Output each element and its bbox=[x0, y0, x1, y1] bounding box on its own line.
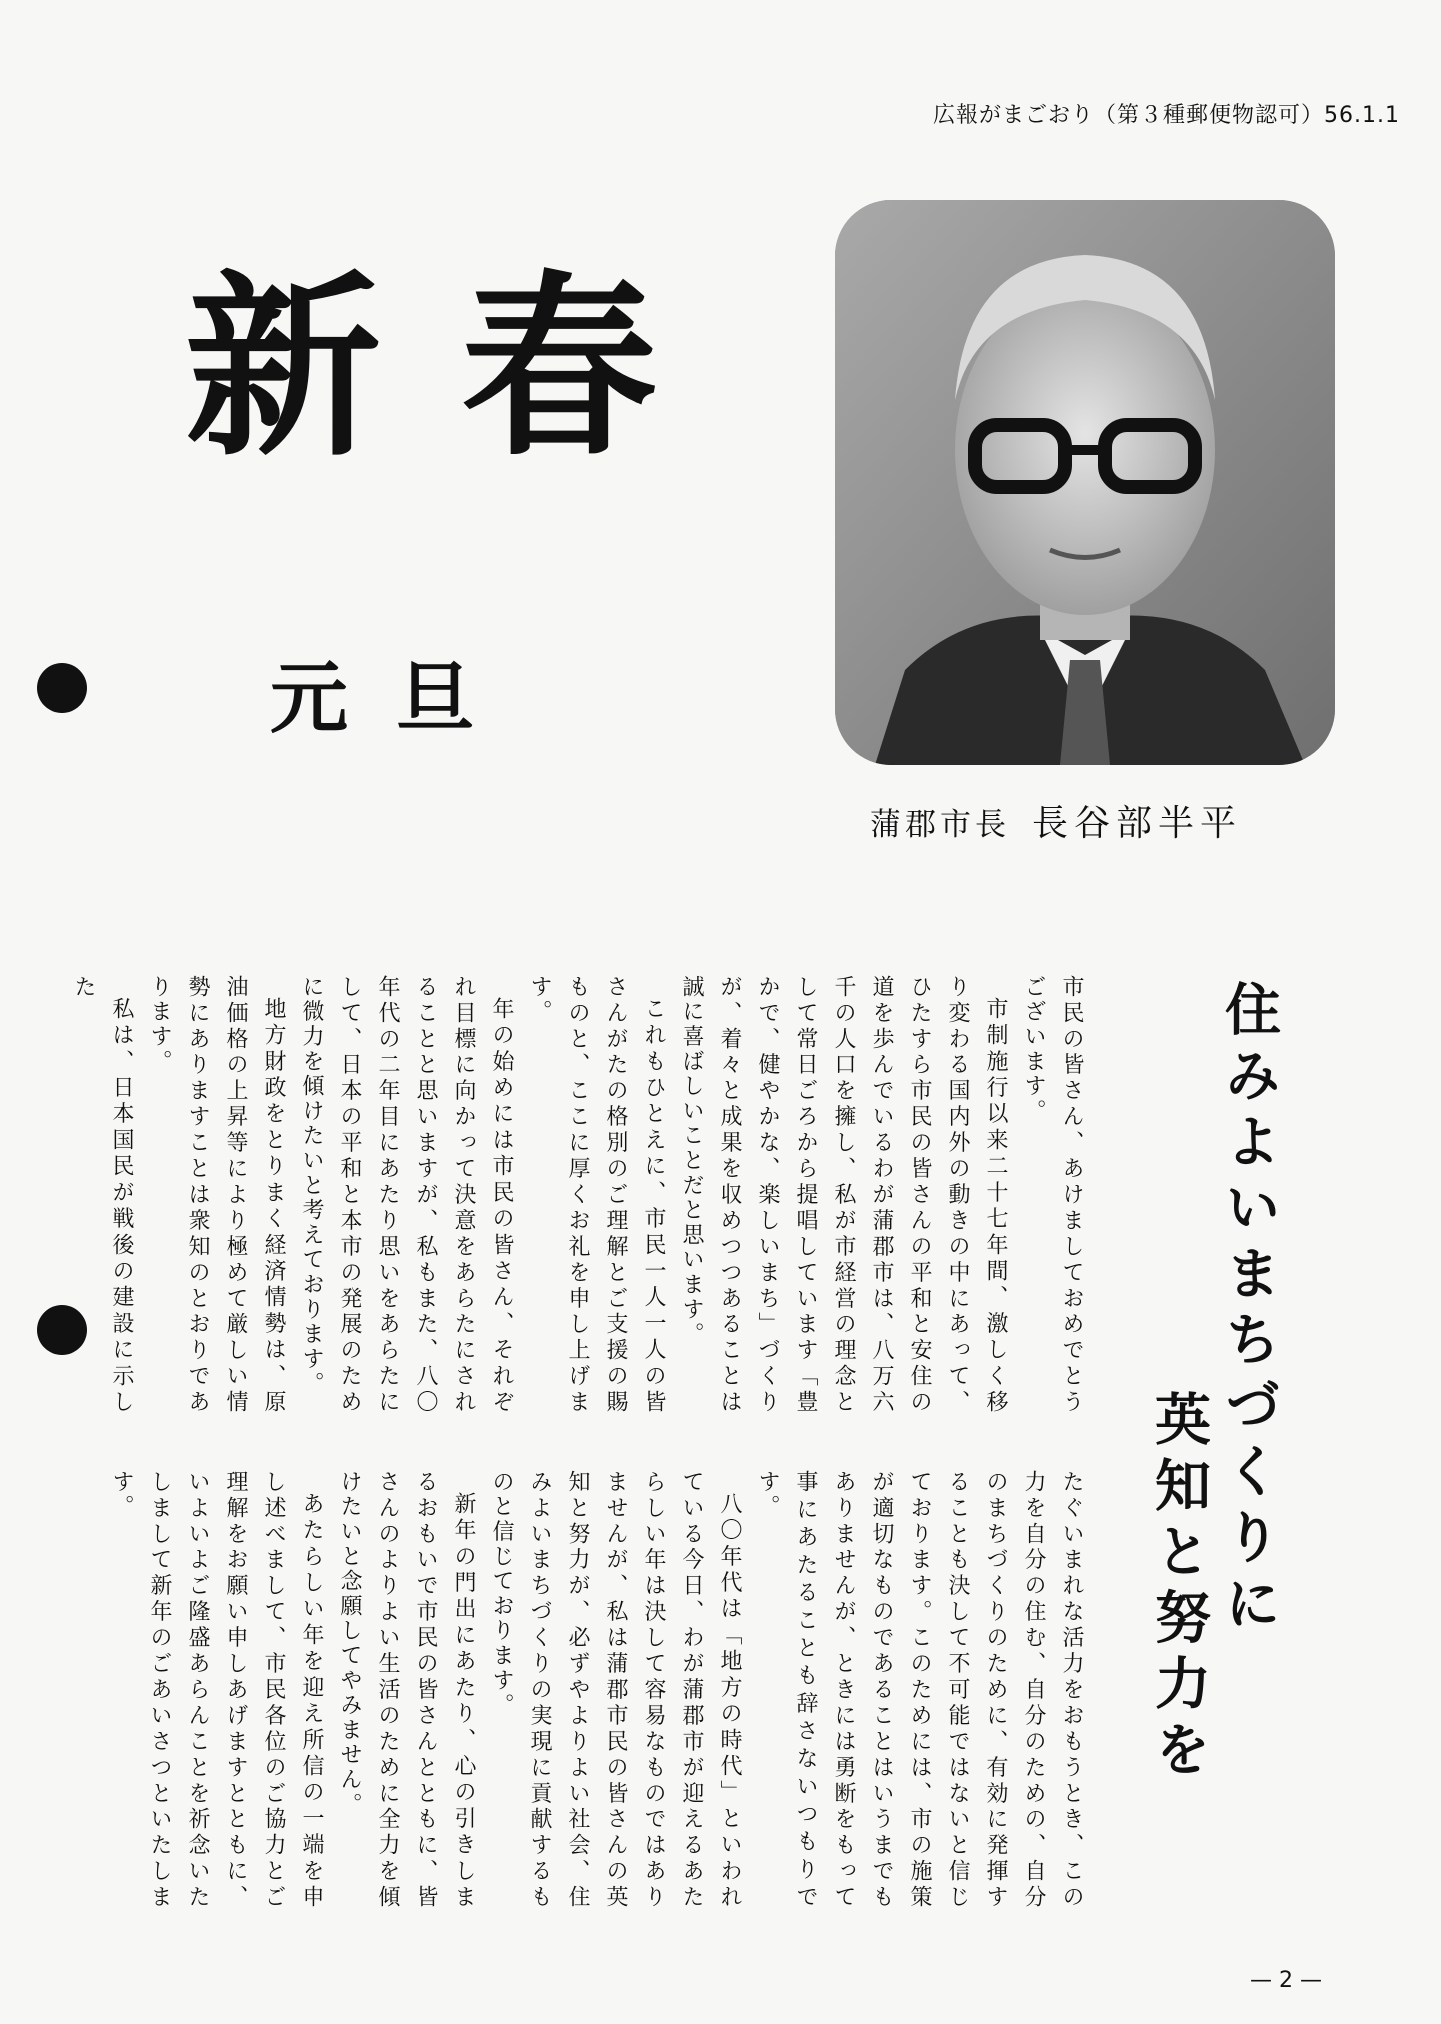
calligraphy-title: 新春 bbox=[185, 253, 738, 483]
article-lower-text bbox=[109, 1470, 1090, 1910]
caption-name: 長谷部半平 bbox=[1032, 803, 1243, 844]
paragraph: 市制施行以来二十七年間、激しく移り変わる国内外の動きの中にあって、ひたすら市民の皆さんの平和と安住の道を歩んでいるわが蒲郡市は、八万六千の人口を擁し、私が市経営の理念として常日ごろから提唱しています「豊かで、健やかな、楽しいまち」づくりが、着々と成果を収めつつあることは誠に喜ばしいことだと思います。 bbox=[679, 975, 1008, 1415]
paragraph: 市民の皆さん、あけましておめでとうございます。 bbox=[1021, 975, 1084, 1415]
page-number: — 2 — bbox=[1250, 1968, 1322, 1993]
article-upper-text bbox=[71, 975, 1090, 1415]
calligraphy-subtitle: 元旦 bbox=[270, 653, 523, 744]
headline-line-1: 住みよいまちづくりに bbox=[1216, 980, 1281, 1640]
paragraph: たぐいまれな活力をおもうとき、この力を自分の住む、自分のための、自分のまちづくりのために、有効に発揮することも決して不可能ではないと信じております。このためには、市の施策が適切なものであることはいうまでもありませんが、ときには勇断をもって事にあたることも辞さないつもりです。 bbox=[755, 1470, 1084, 1910]
paragraph: 年の始めには市民の皆さん、それぞれ目標に向かって決意をあらたにされることと思いますが、私もまた、八〇年代の二年目にあたり思いをあらたにして、日本の平和と本市の発展のために微力を傾けたいと考えております。 bbox=[299, 975, 514, 1415]
masthead: 広報がまごおり（第３種郵便物認可）56.1.1 bbox=[933, 103, 1400, 128]
mayor-portrait-icon bbox=[835, 200, 1335, 765]
photo-caption bbox=[870, 795, 1340, 846]
headline-line-2: 英知と努力を bbox=[1146, 1390, 1211, 1786]
paragraph: 私は、日本国民が戦後の建設に示した bbox=[71, 975, 134, 1415]
paragraph: 地方財政をとりまく経済情勢は、原油価格の上昇等により極めて厳しい情勢にありますことは衆知のとおりであります。 bbox=[147, 975, 286, 1415]
paragraph: これもひとえに、市民一人一人の皆さんがたの格別のご理解とご支援の賜ものと、ここに厚くお礼を申し上げます。 bbox=[527, 975, 666, 1415]
punch-hole-top bbox=[37, 663, 87, 713]
paragraph: あたらしい年を迎え所信の一端を申し述べまして、市民各位のご協力とご理解をお願い申しあげますとともに、いよいよご隆盛あらんことを祈念いたしまして新年のごあいさつといたします。 bbox=[109, 1470, 324, 1910]
caption-role: 蒲郡市長 bbox=[870, 807, 1010, 843]
paragraph: 新年の門出にあたり、心の引きしまるおもいで市民の皆さんとともに、皆さんのよりよい生活のために全力を傾けたいと念願してやみません。 bbox=[337, 1470, 476, 1910]
paragraph: 八〇年代は「地方の時代」といわれている今日、わが蒲郡市が迎えるあたらしい年は決して容易なものではありませんが、私は蒲郡市民の皆さんの英知と努力が、必ずやよりよい社会、住みよいまちづくりの実現に貢献するものと信じております。 bbox=[489, 1470, 742, 1910]
